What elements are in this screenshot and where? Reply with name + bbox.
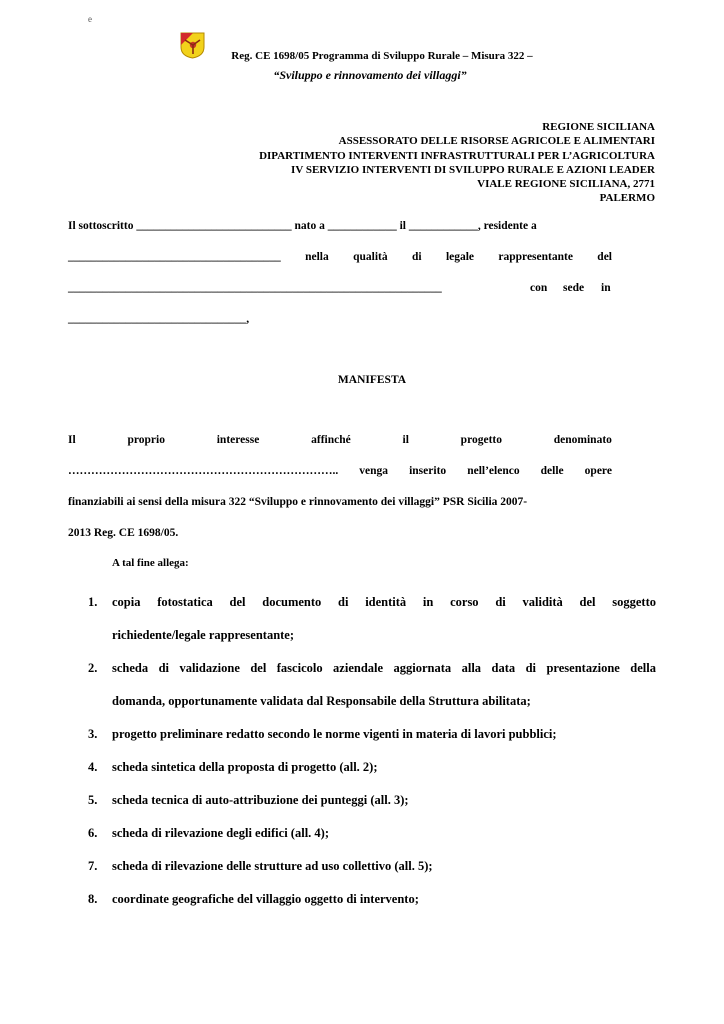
item-text: scheda tecnica di auto-attribuzione dei punteggi (all. 3); (112, 793, 409, 807)
item-text: scheda sintetica della proposta di progetto (all. 2); (112, 760, 378, 774)
item-text: scheda di rilevazione delle strutture ad uso collettivo (all. 5); (112, 859, 433, 873)
address-line: DIPARTIMENTO INTERVENTI INFRASTRUTTURALI PER L’AGRICOLTURA (259, 149, 655, 162)
list-item (68, 784, 656, 817)
list-item (68, 718, 656, 751)
form-word: in (601, 282, 611, 294)
body-line-2 (68, 465, 612, 477)
form-word: di (411, 251, 422, 263)
body-word: opere (584, 465, 612, 477)
item-number: 8. (88, 892, 98, 906)
item-number: 6. (88, 826, 98, 840)
address-line: PALERMO (599, 192, 655, 205)
list-item (68, 652, 656, 718)
item-number: 2. (88, 661, 98, 675)
list-item (68, 883, 656, 916)
blank-field[interactable]: _________________________________________________________________ (68, 282, 442, 294)
header-programme: Reg. CE 1698/05 Programma di Sviluppo Rurale – Misura 322 – (231, 50, 533, 62)
form-line-2[interactable] (68, 251, 612, 263)
form-word: del (597, 251, 612, 263)
form-word: legale (445, 251, 475, 263)
item-text: scheda di validazione del fascicolo aziendale aggiornata alla data di presentazione della (112, 661, 656, 675)
form-line-4[interactable]: _______________________________, (68, 313, 250, 325)
list-item (68, 850, 656, 883)
item-number: 1. (88, 595, 98, 609)
body-word: denominato (553, 434, 612, 446)
manifesta-heading: MANIFESTA (337, 374, 407, 386)
item-number: 7. (88, 859, 98, 873)
item-text: progetto preliminare redatto secondo le norme vigenti in materia di lavori pubblici; (112, 727, 557, 741)
item-number: 4. (88, 760, 98, 774)
item-text: copia fotostatica del documento di identità in corso di validità del soggetto (112, 595, 656, 609)
form-word: con (530, 282, 548, 294)
address-line: REGIONE SICILIANA (542, 121, 655, 133)
body-word: affinché (311, 434, 351, 446)
body-line-1 (68, 434, 612, 446)
form-word: qualità (353, 251, 388, 263)
project-name-blank[interactable]: …………………………………………………………….. (68, 465, 339, 477)
body-word: delle (540, 465, 564, 477)
address-line: IV SERVIZIO INTERVENTI DI SVILUPPO RURALE E AZIONI LEADER (291, 163, 655, 176)
body-line-3: finanziabili ai sensi della misura 322 “Sviluppo e rinnovamento dei villaggi” PSR Sicilia 2007- (68, 496, 528, 508)
body-word: il (402, 434, 409, 446)
attachments-list (68, 586, 656, 916)
address-line: ASSESSORATO DELLE RISORSE AGRICOLE E ALIMENTARI (338, 135, 655, 148)
body-word: inserito (409, 465, 447, 477)
item-text: scheda di rilevazione degli edifici (all. 4); (112, 826, 329, 840)
item-text-cont: domanda, opportunamente validata dal Responsabile della Struttura abilitata; (112, 694, 531, 708)
attachments-intro: A tal fine allega: (112, 557, 189, 569)
blank-field[interactable]: _____________________________________ (68, 251, 281, 263)
corner-mark: e (88, 14, 92, 24)
item-number: 3. (88, 727, 98, 741)
item-text-cont: richiedente/legale rappresentante; (112, 628, 295, 642)
form-word: rappresentante (498, 251, 573, 263)
body-word: interesse (216, 434, 260, 446)
body-word: venga (359, 465, 389, 477)
body-line-4: 2013 Reg. CE 1698/05. (68, 527, 179, 539)
body-word: progetto (460, 434, 502, 446)
item-number: 5. (88, 793, 98, 807)
item-text: coordinate geografiche del villaggio oggetto di intervento; (112, 892, 419, 906)
list-item (68, 586, 656, 652)
list-item (68, 751, 656, 784)
body-word: proprio (127, 434, 165, 446)
list-item (68, 817, 656, 850)
form-line-3[interactable] (68, 282, 612, 294)
body-word: nell’elenco (467, 465, 520, 477)
header-measure-title: “Sviluppo e rinnovamento dei villaggi” (273, 68, 467, 82)
recipient-address (259, 120, 655, 206)
form-line-1[interactable]: Il sottoscritto ___________________________ nato a ____________ il ____________, residente a (68, 220, 537, 232)
body-word: Il (68, 434, 76, 446)
form-word: sede (563, 282, 585, 294)
form-word: nella (305, 251, 329, 263)
address-line: VIALE REGIONE SICILIANA, 2771 (477, 178, 655, 191)
